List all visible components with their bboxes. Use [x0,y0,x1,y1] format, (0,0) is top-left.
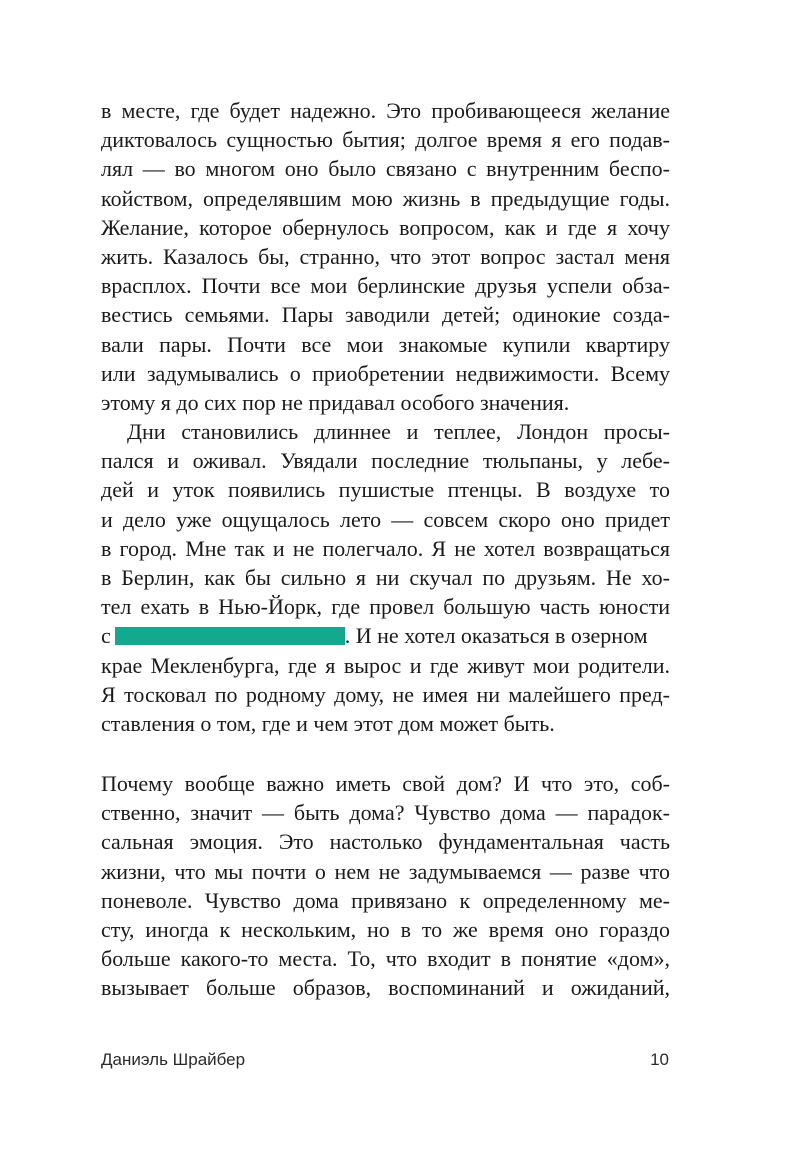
text-line: жизни, что мы почти о нем не задумываемся — разве что [101,858,670,884]
text-line: Желание, которое обернулось вопросом, как и где я хочу [101,214,670,240]
paragraph-3 [101,769,670,1003]
text-line: Почему вообще важно иметь свой дом? И что это, соб- [101,771,670,796]
text-line: койством, определявшим мою жизнь в предыдущие годы. [101,185,670,211]
text-line: в месте, где будет надежно. Это пробивающееся желание [101,98,670,123]
text-line: вестись семьями. Пары заводили детей; одинокие созда- [101,302,670,328]
text-line: дей и уток появились пушистые птенцы. В воздухе то [101,477,670,503]
text-line: или задумывались о приобретении недвижимости. Всему [101,360,670,386]
text-fragment: . И не хотел оказаться в озерном [344,623,648,649]
page-number: 10 [650,1050,669,1069]
text-line: и дело уже ощущалось лето — совсем скоро оно придет [101,506,670,532]
text-line: вали пары. Почти все мои знакомые купили квартиру [101,331,670,357]
running-footer-author: Даниэль Шрайбер [101,1050,246,1069]
text-line: сальная эмоция. Это настолько фундаментальная часть [101,829,670,855]
text-line: сту, иногда к нескольким, но в то же время оно гораздо [101,917,670,943]
text-line: жить. Казалось бы, странно, что этот вопрос застал меня [101,244,670,270]
text-line: ставления о том, где и чем этот дом может быть. [101,711,555,737]
text-line: лял — во многом оно было связано с внутренним беспо- [101,156,670,182]
text-line: вызывает больше образов, воспоминаний и ожиданий, [101,975,670,1001]
text-line: крае Мекленбурга, где я вырос и где живут мои родители. [101,652,670,678]
text-line: больше какого-то места. То, что входит в понятие «дом», [101,946,670,972]
text-line: тел ехать в Нью-Йорк, где провел большую часть юности [101,594,670,620]
text-line-with-highlight [101,621,670,650]
highlight-mark [115,627,345,645]
text-line: пался и оживал. Увядали последние тюльпаны, у лебе- [101,448,670,474]
paragraph-2 [101,417,670,738]
paragraph-1 [101,96,670,417]
text-line: Я тосковал по родному дому, не имея ни малейшего пред- [101,681,670,707]
text-fragment: с [101,623,111,649]
text-line: врасплох. Почти все мои берлинские друзья успели обза- [101,273,670,299]
text-line: ственно, значит — быть дома? Чувство дома — парадок- [101,800,670,826]
text-line: Дни становились длиннее и теплее, Лондон просы- [127,419,670,444]
text-line: в город. Мне так и не полегчало. Я не хотел возвращаться [101,535,670,561]
text-line: в Берлин, как бы сильно я ни скучал по друзьям. Не хо- [101,565,670,591]
text-line: поневоле. Чувство дома привязано к определенному ме- [101,887,670,913]
text-line: диктовалось сущностью бытия; долгое время я его подав- [101,127,670,153]
text-line: этому я до сих пор не придавал особого значения. [101,390,570,416]
